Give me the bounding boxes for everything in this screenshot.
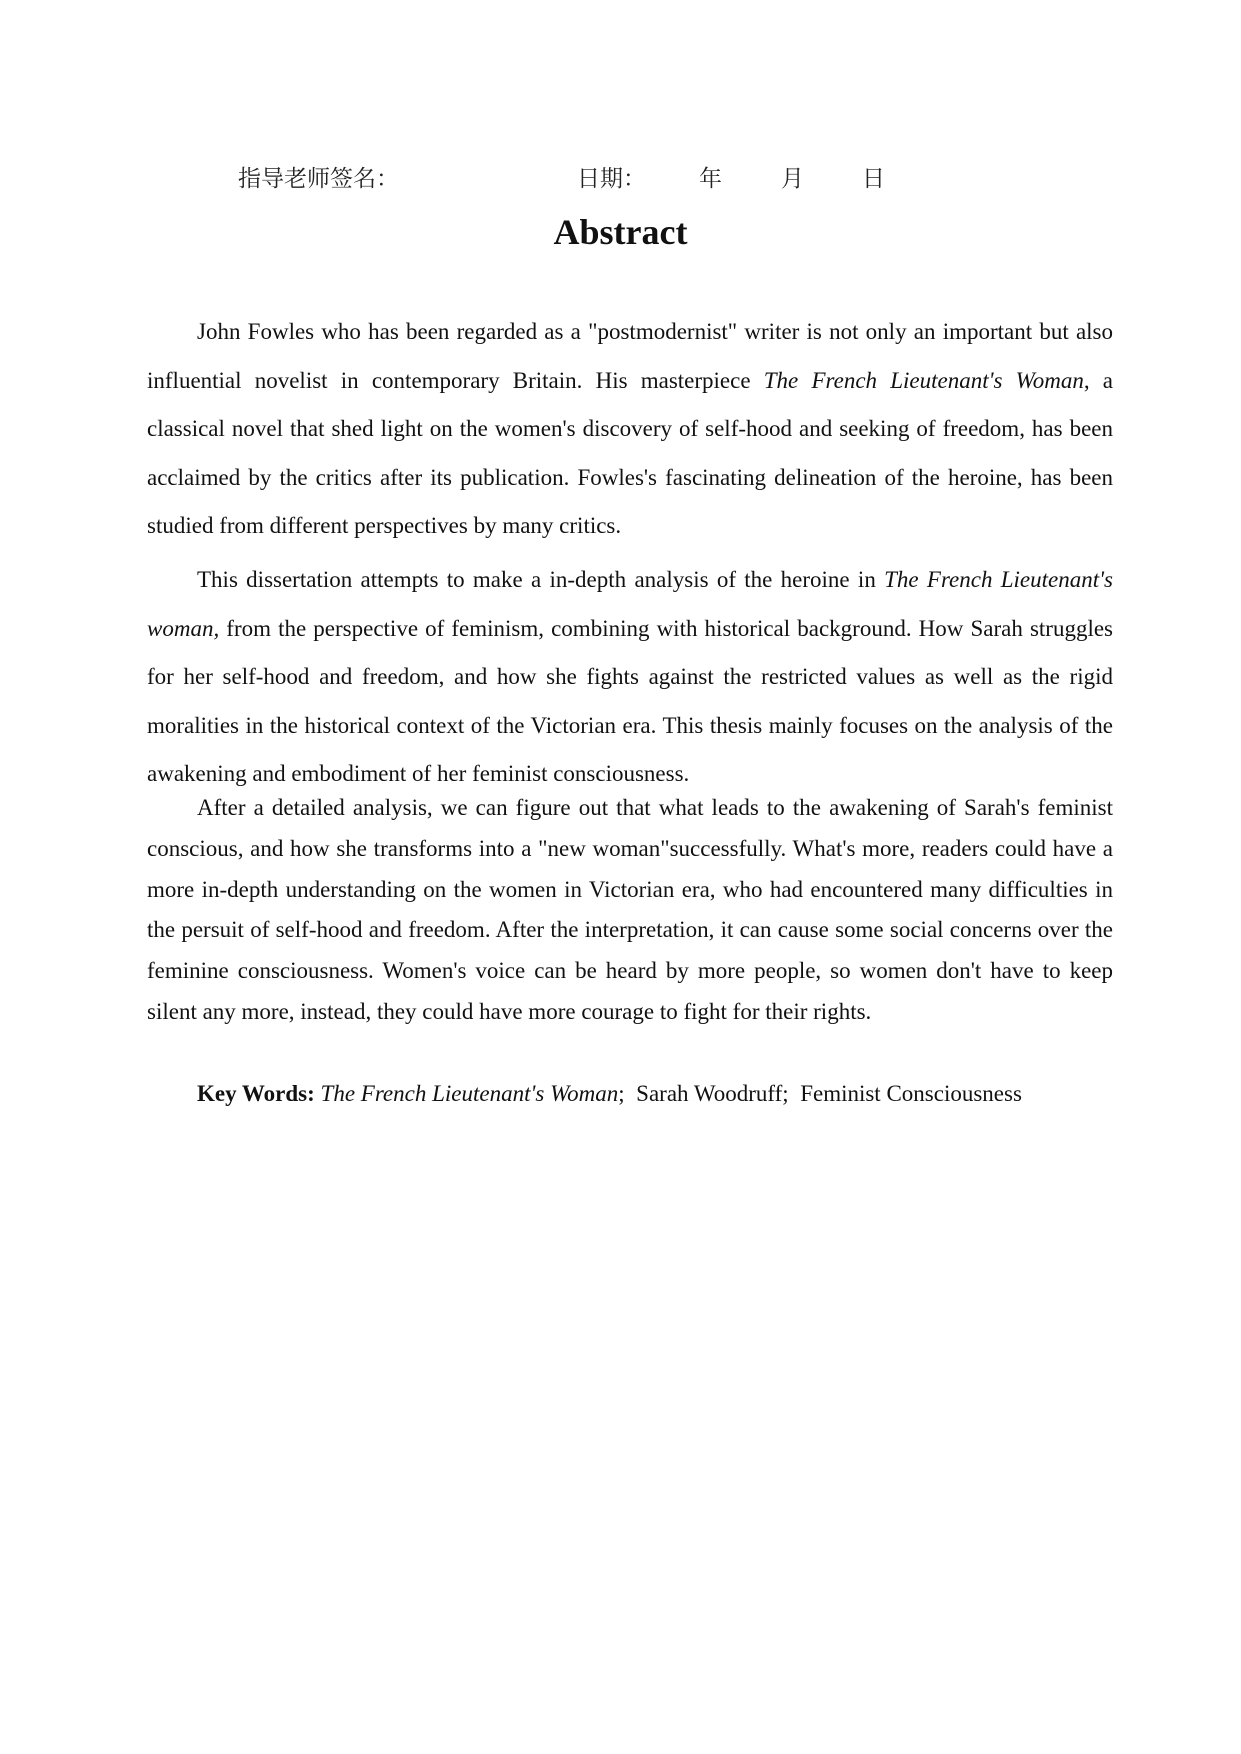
p2-text-end: from the perspective of feminism, combining with historical background. How Sarah struggles for her self-hood and freedom, and how she fights against the restricted values as well as the rigid moralities in the historical context of the Victorian era. This thesis mainly focuses on the analysis of the awakening and embodiment of her feminist consciousness. [147,615,1113,786]
keywords-label: Key Words: [197,1081,315,1106]
p1-text-end: , a classical novel that shed light on the women's discovery of self-hood and seeking of freedom, has been acclaimed by the critics after its publication. Fowles's fascinating delineation of the heroine, has been studied from different perspectives by many critics. [147,367,1113,538]
advisor-signature-label: 指导老师签名： [238,166,399,192]
p1-book-title: The French Lieutenant's Woman [763,367,1084,393]
p2-book-title: The French Lieutenant's woman, [147,567,1114,641]
keyword-1: The French Lieutenant's Woman [320,1081,619,1106]
keyword-separator: ; [618,1081,625,1106]
day-label: 日 [862,166,885,192]
keywords-line [197,1078,1022,1110]
page-title: Abstract [553,212,688,252]
year-label: 年 [699,166,722,192]
keyword-separator: ; [782,1081,789,1106]
date-label: 日期： [577,166,646,192]
keyword-3: Feminist Consciousness [800,1081,1022,1106]
p2-text-start: This dissertation attempts to make a in-depth analysis of the heroine in [197,567,885,592]
keyword-2: Sarah Woodruff [636,1081,783,1106]
abstract-paragraph-1 [147,308,1113,551]
month-label: 月 [781,166,804,192]
abstract-paragraph-2 [147,556,1113,799]
abstract-paragraph-3 [147,788,1113,1033]
p3-text: After a detailed analysis, we can figure out that what leads to the awakening of Sarah's feminist conscious, and how she transforms into a "new woman"successfully. What's more, readers could have a more in-depth understanding on the women in Victorian era, who had encountered many difficulties in the persuit of self-hood and freedom. After the interpretation, it can cause some social concerns over the feminine consciousness. Women's voice can be heard by more people, so women don't have to keep silent any more, instead, they could have more courage to fight for their rights. [147,795,1113,1024]
signature-row [0,160,1241,200]
p1-text-start: John Fowles who has been regarded as a "postmodernist" writer is not only an important but also influential novelist in contemporary Britain. His masterpiece [147,319,1113,393]
